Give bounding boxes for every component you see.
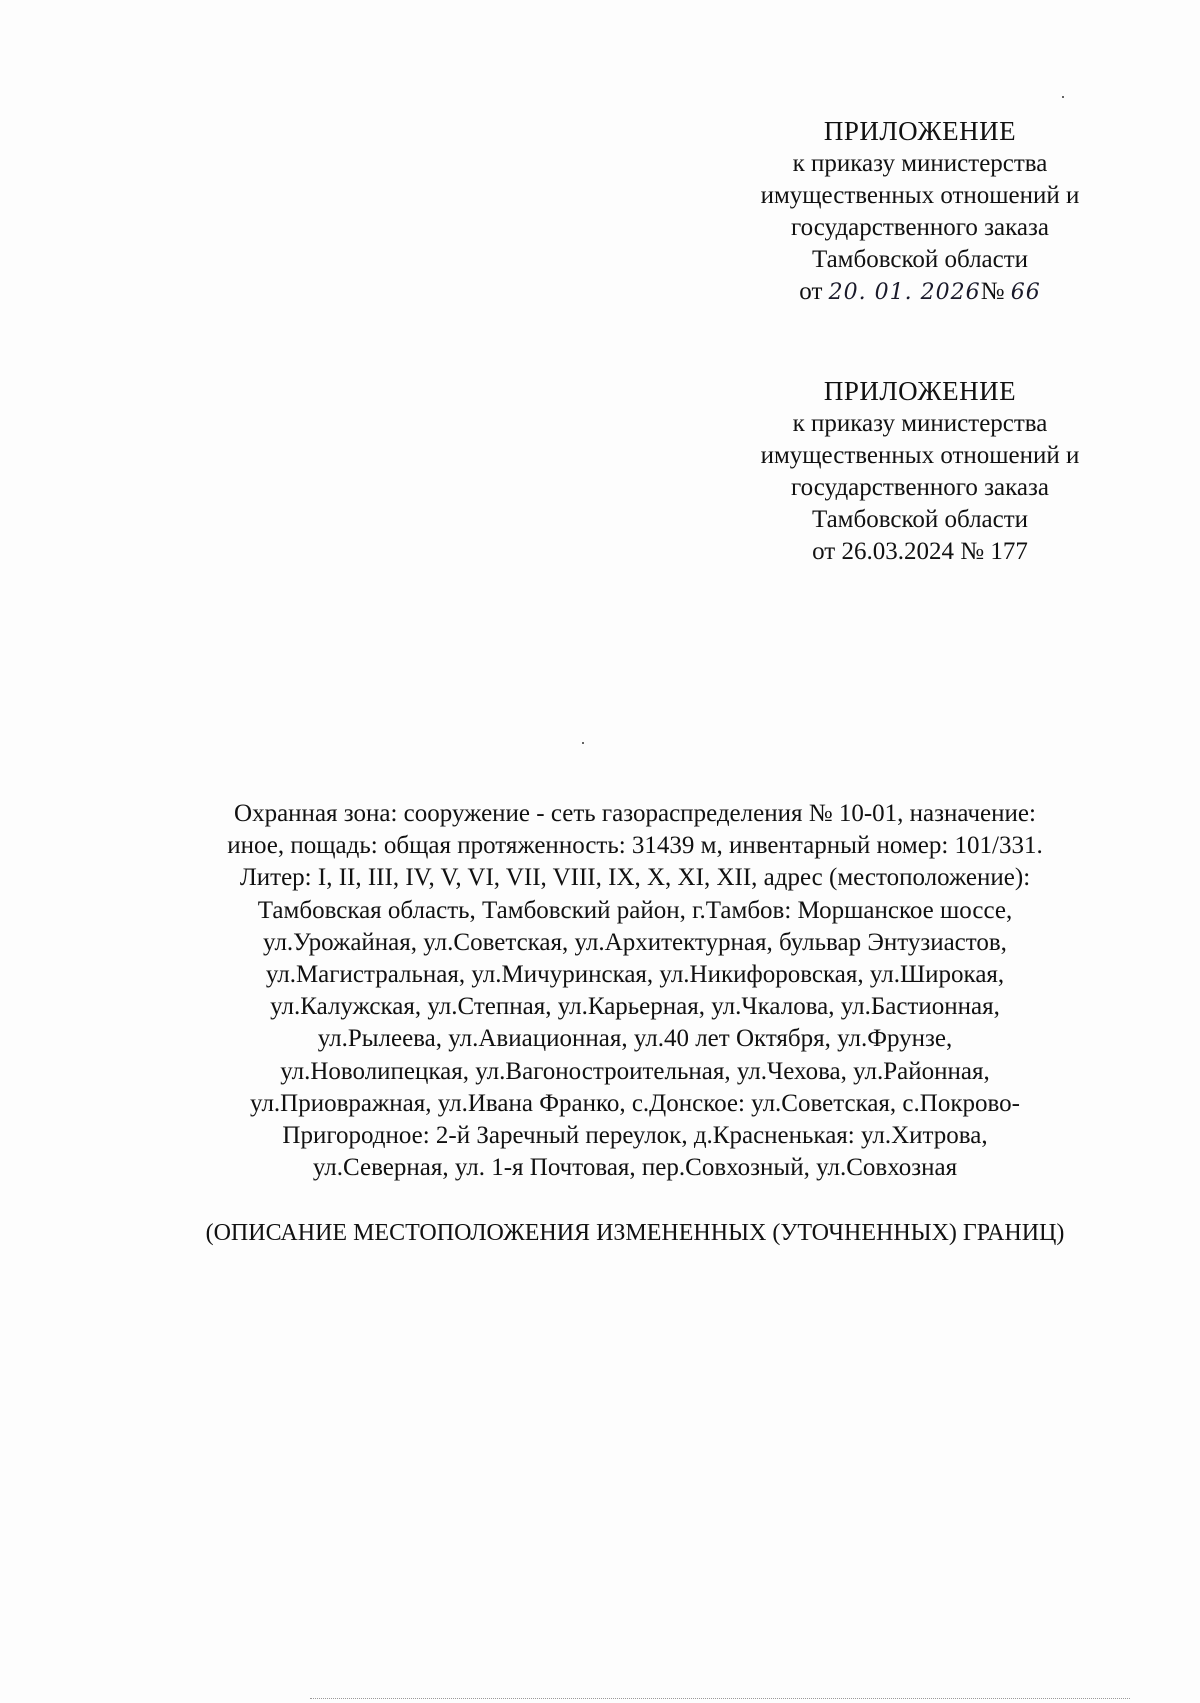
scan-bottom-edge — [310, 1698, 1130, 1699]
appendix-original-line-1: к приказу министерства — [792, 410, 1048, 437]
description-line: Пригородное: 2-й Заречный переулок, д.Красненькая: ул.Хитрова, — [282, 1122, 988, 1150]
description-line: ул.Рылеева, ул.Авиационная, ул.40 лет Октября, ул.Фрунзе, — [317, 1025, 953, 1053]
appendix-original-heading: ПРИЛОЖЕНИЕ — [823, 376, 1017, 406]
description-line: ул.Приовражная, ул.Ивана Франко, с.Донское: ул.Советская, с.Покрово- — [250, 1089, 1020, 1117]
description-line: Литер: I, II, III, IV, V, VI, VII, VIII, IX, X, XI, XII, адрес (местоположение): — [239, 864, 1031, 892]
description-line: ул.Северная, ул. 1-я Почтовая, пер.Совхозный, ул.Совхозная — [312, 1154, 958, 1182]
appendix-current-date-line — [700, 276, 1140, 309]
description-line: Тамбовская область, Тамбовский район, г.Тамбов: Моршанское шоссе, — [257, 896, 1013, 924]
appendix-original-line-3: государственного заказа — [791, 474, 1049, 501]
appendix-current-line-2: имущественных отношений и — [760, 182, 1080, 209]
description-line: ул.Магистральная, ул.Мичуринская, ул.Никифоровская, ул.Широкая, — [265, 961, 1005, 989]
appendix-original-header — [700, 374, 1140, 568]
handwritten-number: 66 — [1010, 280, 1041, 305]
description-line: иное, пощадь: общая протяженность: 31439 м, инвентарный номер: 101/331. — [227, 832, 1043, 860]
handwritten-date: 20. 01. 2026 — [828, 280, 981, 305]
date-prefix: от — [799, 278, 823, 305]
appendix-current-line-1: к приказу министерства — [792, 150, 1048, 177]
scan-speck — [1062, 96, 1064, 98]
appendix-current-line-4: Тамбовской области — [811, 246, 1029, 273]
scan-speck — [582, 742, 584, 744]
description-line: ул.Урожайная, ул.Советская, ул.Архитектурная, бульвар Энтузиастов, — [263, 928, 1007, 956]
description-line: Охранная зона: сооружение - сеть газораспределения № 10-01, назначение: — [234, 800, 1036, 827]
boundary-description-title: (ОПИСАНИЕ МЕСТОПОЛОЖЕНИЯ ИЗМЕНЕННЫХ (УТОЧНЕННЫХ) ГРАНИЦ) — [205, 1220, 1065, 1246]
number-sign: № — [980, 278, 1005, 305]
appendix-current-line-3: государственного заказа — [791, 214, 1049, 241]
appendix-current-heading: ПРИЛОЖЕНИЕ — [823, 116, 1017, 146]
appendix-original-line-2: имущественных отношений и — [760, 442, 1080, 469]
appendix-original-line-4: Тамбовской области — [811, 506, 1029, 533]
appendix-original-line-5: от 26.03.2024 № 177 — [812, 538, 1028, 565]
protection-zone-description — [150, 798, 1120, 1184]
description-line: ул.Калужская, ул.Степная, ул.Карьерная, ул.Чкалова, ул.Бастионная, — [270, 993, 1000, 1021]
appendix-current-header — [700, 114, 1140, 309]
description-line: ул.Новолипецкая, ул.Вагоностроительная, ул.Чехова, ул.Районная, — [280, 1057, 990, 1085]
